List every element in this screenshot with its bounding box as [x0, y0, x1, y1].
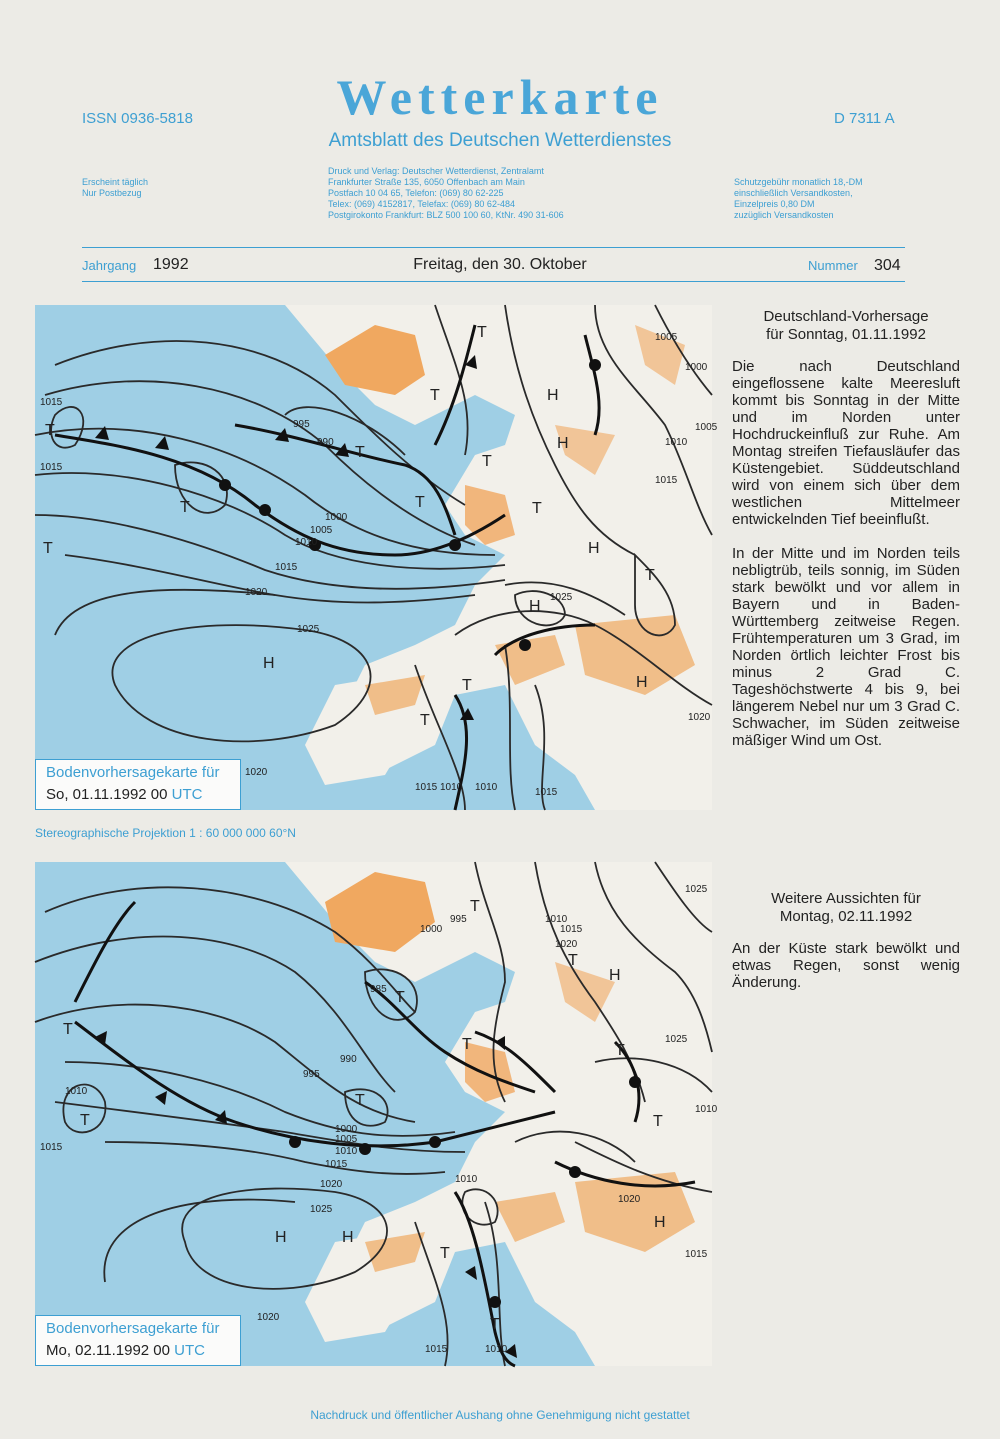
isobar-label: 995	[293, 419, 310, 430]
isobar-label: 1010	[440, 782, 463, 793]
isobar-label: 1015	[535, 787, 558, 798]
isobar-label: 1015	[655, 475, 678, 486]
pressure-center: H	[654, 1214, 666, 1231]
pressure-center: T	[63, 1021, 73, 1038]
outlook-column	[732, 890, 960, 991]
front-semicircle	[359, 1143, 371, 1155]
pressure-center: T	[482, 453, 492, 470]
outlook-heading-line: Montag, 02.11.1992	[779, 908, 913, 925]
front-triangle	[155, 436, 169, 450]
isobar-label: 1015	[275, 562, 298, 573]
isobar-label: 1010	[485, 1344, 508, 1355]
map-graphic	[35, 862, 718, 1366]
pressure-center: T	[80, 1112, 90, 1129]
pressure-center: T	[462, 1036, 472, 1053]
isobar-label: 1015	[40, 397, 63, 408]
isobar-label: 1015	[40, 1142, 63, 1153]
map-label-title: Bodenvorhersagekarte für	[46, 764, 220, 781]
footer-notice: Nachdruck und öffentlicher Aushang ohne Genehmigung nicht gestattet	[310, 1408, 690, 1422]
outlook-paragraph: An der Küste stark bewölkt und etwas Regen, sonst wenig Änderung.	[732, 940, 960, 991]
isobar-label: 1010	[695, 1104, 718, 1115]
forecast-heading-line: Deutschland-Vorhersage	[763, 308, 929, 325]
pressure-center: T	[462, 677, 472, 694]
isobar-label: 1010	[335, 1146, 358, 1157]
pressure-center: T	[420, 712, 430, 729]
issue-date: Freitag, den 30. Oktober	[413, 256, 587, 273]
pressure-center: T	[45, 422, 55, 439]
fees-line: zuzüglich Versandkosten	[734, 210, 834, 220]
pressure-center: T	[430, 387, 440, 404]
pressure-center: T	[645, 567, 655, 584]
isobar-label: 990	[317, 437, 334, 448]
map-label-datetime	[46, 1342, 232, 1359]
imprint-line: Postfach 10 04 65, Telefon: (069) 80 62-225	[328, 188, 504, 198]
fees-line: Einzelpreis 0,80 DM	[734, 199, 815, 209]
isobar-line	[104, 1200, 295, 1282]
isobar-label: 1010	[475, 782, 498, 793]
isobar-label: 1015	[425, 1344, 448, 1355]
pressure-center: H	[529, 598, 541, 615]
isobar-label: 1020	[618, 1194, 641, 1205]
fees	[734, 177, 863, 221]
isobar-label: 1020	[245, 587, 268, 598]
isobar-label: 1015	[325, 1159, 348, 1170]
isobar-label: 990	[340, 1054, 357, 1065]
imprint	[328, 166, 564, 221]
postal-code: D 7311 A	[834, 110, 895, 127]
imprint-line: Druck und Verlag: Deutscher Wetterdienst, Zentralamt	[328, 166, 544, 176]
pressure-center: H	[275, 1229, 287, 1246]
front-semicircle	[429, 1136, 441, 1148]
forecast-paragraph: Die nach Deutschland eingeflossene kalte Meeresluft kommt bis Sonntag in der Mitte und im Norden unter Hochdruckeinfluß zur Ruhe. Am Montag streifen Tiefausläufer das Küstengebiet. Süddeutschland wird von einem sich über dem westlichen Mittelmeer entwickelnden Tief beeinflußt.	[732, 358, 960, 528]
pressure-center: T	[532, 500, 542, 517]
front-semicircle	[289, 1136, 301, 1148]
isobar-label: 1015	[685, 1249, 708, 1260]
front-line	[75, 902, 135, 1002]
pressure-center: H	[557, 435, 569, 452]
forecast-column	[732, 308, 960, 749]
front-semicircle	[489, 1296, 501, 1308]
isobar-label: 985	[370, 984, 387, 995]
front-semicircle	[259, 504, 271, 516]
front-triangle	[155, 1091, 167, 1105]
isobar-label: 1000	[420, 924, 443, 935]
forecast-heading-line: für Sonntag, 01.11.1992	[766, 326, 926, 343]
isobar-label: 1020	[688, 712, 711, 723]
isobar-line	[65, 1062, 455, 1136]
pressure-center: T	[490, 1316, 500, 1333]
pressure-center: H	[588, 540, 600, 557]
pressure-center: T	[477, 324, 487, 341]
isobar-label: 1005	[310, 525, 333, 536]
isobar-label: 995	[450, 914, 467, 925]
isobar-label: 1005	[695, 422, 718, 433]
pressure-center: T	[415, 494, 425, 511]
isobar-label: 1025	[685, 884, 708, 895]
forecast-paragraph: In der Mitte und im Norden teils nebligtrüb, teils sonnig, im Süden stark bewölkt und vor allem in Bayern und in Baden-Württemberg zeitweise Regen. Frühtemperaturen um 3 Grad, im Norden örtlich leichter Frost bis minus 2 Grad C. Tageshöchstwerte 4 bis 9, bei längerem Nebel nur um 3 Grad C. Schwacher, im Süden zeitweise mäßiger Wind um Ost.	[732, 545, 960, 749]
isobar-label: 1010	[295, 537, 318, 548]
pressure-center: T	[395, 989, 405, 1006]
pressure-center: H	[263, 655, 275, 672]
isobar-label: 1025	[550, 592, 573, 603]
map-label-title: Bodenvorhersagekarte für	[46, 1320, 220, 1337]
imprint-line: Postgirokonto Frankfurt: BLZ 500 100 60, KtNr. 490 31-606	[328, 210, 564, 220]
front-semicircle	[219, 479, 231, 491]
projection-note: Stereographische Projektion 1 : 60 000 000 60°N	[35, 826, 296, 840]
isobar-line	[35, 429, 495, 555]
fees-line: einschließlich Versandkosten,	[734, 188, 853, 198]
isobar-line	[55, 590, 275, 635]
isobar-label: 1010	[665, 437, 688, 448]
publication-info-line: Nur Postbezug	[82, 188, 142, 198]
front-semicircle	[569, 1166, 581, 1178]
pressure-center: H	[609, 967, 621, 984]
pressure-center: T	[470, 898, 480, 915]
pressure-center: H	[547, 387, 559, 404]
outlook-heading	[732, 890, 960, 926]
map-graphic	[35, 305, 718, 810]
isobar-label: 1020	[257, 1312, 280, 1323]
isobar-label: 1015	[560, 924, 583, 935]
isobar-line	[51, 407, 83, 448]
map-label-box	[35, 759, 241, 810]
map-label-date: Mo, 02.11.1992 00	[46, 1342, 170, 1359]
fees-line: Schutzgebühr monatlich 18,-DM	[734, 177, 863, 187]
forecast-heading	[732, 308, 960, 344]
pressure-center: T	[43, 540, 53, 557]
pressure-center: T	[355, 444, 365, 461]
isobar-label: 1000	[325, 512, 348, 523]
jahrgang-value: 1992	[153, 256, 189, 273]
isobar-label: 1000	[335, 1124, 358, 1135]
isobar-label: 995	[303, 1069, 320, 1080]
publication-info-line: Erscheint täglich	[82, 177, 149, 187]
map-label-utc: UTC	[174, 1342, 205, 1359]
nummer-label: Nummer	[808, 258, 858, 273]
pressure-center: T	[180, 499, 190, 516]
pressure-center: T	[355, 1092, 365, 1109]
isobar-label: 1015	[40, 462, 63, 473]
pressure-center: T	[568, 952, 578, 969]
isobar-label: 1025	[310, 1204, 333, 1215]
imprint-line: Telex: (069) 4152817, Telefax: (069) 80 62-484	[328, 199, 515, 209]
pressure-center: H	[342, 1229, 354, 1246]
isobar-label: 1020	[245, 767, 268, 778]
isobar-label: 1020	[555, 939, 578, 950]
jahrgang-label: Jahrgang	[82, 258, 137, 273]
weather-map-sunday	[35, 305, 718, 810]
front-triangle	[465, 1266, 477, 1280]
isobar-label: 1005	[655, 332, 678, 343]
front-semicircle	[629, 1076, 641, 1088]
imprint-line: Frankfurter Straße 135, 6050 Offenbach am Main	[328, 177, 525, 187]
pressure-center: T	[440, 1245, 450, 1262]
nummer-value: 304	[874, 257, 901, 274]
isobar-label: 1010	[65, 1086, 88, 1097]
masthead-subtitle: Amtsblatt des Deutschen Wetterdienstes	[328, 130, 672, 151]
front-semicircle	[449, 539, 461, 551]
map-label-date: So, 01.11.1992 00	[46, 786, 168, 803]
pressure-center: T	[615, 1042, 625, 1059]
masthead-title: Wetterkarte	[336, 69, 664, 125]
pressure-center: T	[653, 1113, 663, 1130]
issn: ISSN 0936-5818	[82, 110, 193, 127]
front-semicircle	[519, 639, 531, 651]
isobar-label: 1015	[415, 782, 438, 793]
divider	[82, 281, 905, 282]
front-semicircle	[589, 359, 601, 371]
map-label-box	[35, 1315, 241, 1366]
isobar-label: 1025	[297, 624, 320, 635]
outlook-heading-line: Weitere Aussichten für	[771, 890, 921, 907]
isobar-label: 1010	[455, 1174, 478, 1185]
weather-map-monday	[35, 862, 718, 1366]
map-label-utc: UTC	[171, 786, 203, 803]
divider	[82, 247, 905, 248]
isobar-label: 1025	[665, 1034, 688, 1045]
pressure-center: H	[636, 674, 648, 691]
publication-info	[82, 177, 148, 199]
isobar-label: 1000	[685, 362, 708, 373]
isobar-label: 1005	[335, 1134, 358, 1145]
isobar-label: 1020	[320, 1179, 343, 1190]
map-label-datetime	[46, 786, 232, 803]
isobar-label: 1010	[545, 914, 568, 925]
